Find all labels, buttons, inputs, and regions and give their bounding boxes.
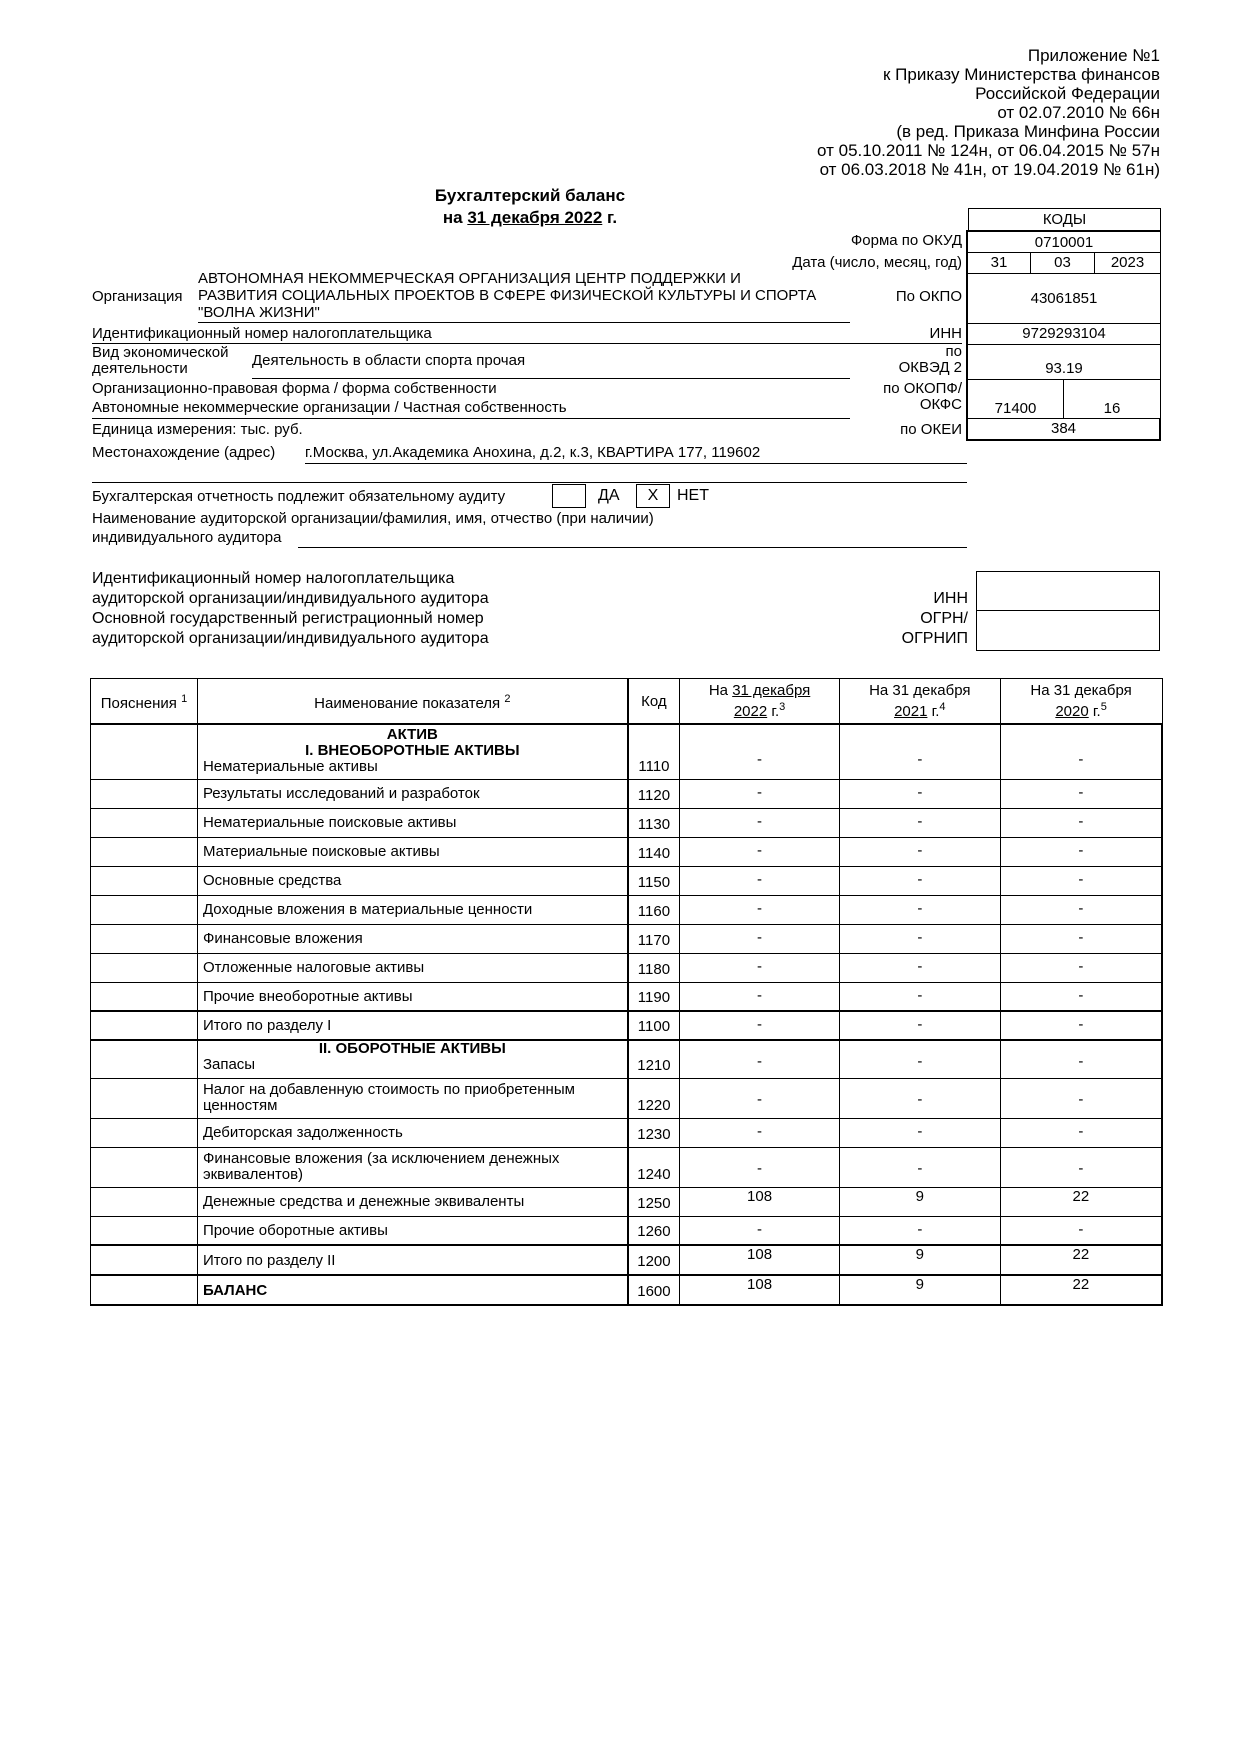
row-label: Результаты исследований и разработок <box>197 779 627 808</box>
table-row <box>91 924 1163 953</box>
header-line: Российской Федерации <box>975 84 1160 103</box>
audit-yes-checkbox[interactable] <box>552 484 586 508</box>
section-heading: II. ОБОРОТНЫЕ АКТИВЫ <box>318 1040 506 1057</box>
header-line: (в ред. Приказа Минфина России <box>896 122 1160 141</box>
okpo-code: 43061851 <box>966 273 1161 324</box>
divider <box>298 547 967 548</box>
auditor-label: Наименование аудиторской организации/фамилия, имя, отчество (при наличии) <box>92 510 654 527</box>
col-header-2022: На 31 декабря 2022 г.$^3$ <box>680 679 840 725</box>
row-value-2021: - <box>839 1078 1000 1118</box>
header-line: к Приказу Министерства финансов <box>883 65 1160 84</box>
date-month: 03 <box>1030 252 1095 274</box>
row-value-2020: - <box>1000 953 1162 982</box>
row-value-2021: 9 <box>839 1245 1000 1275</box>
row-value-2020: 22 <box>1000 1275 1162 1305</box>
row-label: Дебиторская задолженность <box>197 1118 627 1147</box>
row-code: 1250 <box>628 1187 680 1216</box>
date-year: 2023 <box>1094 252 1161 274</box>
row-label: Нематериальные поисковые активы <box>197 808 627 837</box>
row-value-2022: 108 <box>680 1245 840 1275</box>
row-value-2020: - <box>1000 779 1162 808</box>
row-value-2021: - <box>839 808 1000 837</box>
row-value-2021: 9 <box>839 1187 1000 1216</box>
row-code: 1140 <box>628 837 680 866</box>
row-code: 1120 <box>628 779 680 808</box>
table-header-row <box>91 679 1163 725</box>
row-value-2021: - <box>839 779 1000 808</box>
divider <box>92 482 967 483</box>
inn-label: ИНН <box>929 325 962 342</box>
row-value-2020: - <box>1000 724 1162 779</box>
org-name-line: РАЗВИТИЯ СОЦИАЛЬНЫХ ПРОЕКТОВ В СФЕРЕ ФИЗИЧЕСКОЙ КУЛЬТУРЫ И СПОРТА <box>198 287 817 304</box>
row-value-2021: - <box>839 924 1000 953</box>
row-value-2022: - <box>680 866 840 895</box>
auditor-ogrn-code-label: ОГРНИП <box>901 630 968 647</box>
row-label: Запасы <box>202 1056 256 1073</box>
activity-label: деятельности <box>92 360 188 377</box>
okei-label: по ОКЕИ <box>900 421 962 438</box>
row-code: 1110 <box>628 724 680 779</box>
row-value-2020: - <box>1000 1011 1162 1040</box>
row-label: Налог на добавленную стоимость по приобретенным ценностям <box>197 1078 627 1118</box>
row-value-2020: - <box>1000 924 1162 953</box>
audit-label: Бухгалтерская отчетность подлежит обязательному аудиту <box>92 488 506 505</box>
form-label: Организационно-правовая форма / форма собственности <box>92 380 497 397</box>
date-day: 31 <box>966 252 1031 274</box>
okved-label-top: по <box>945 343 962 360</box>
row-value-2021: - <box>839 1147 1000 1187</box>
col-header-name: Наименование показателя $^2$ <box>197 679 627 725</box>
row-code: 1100 <box>628 1011 680 1040</box>
table-row-subtotal <box>91 1011 1163 1040</box>
inn-code: 9729293104 <box>966 323 1161 345</box>
col-header-2020: На 31 декабря 2020 г.$^5$ <box>1000 679 1162 725</box>
table-row <box>91 724 1163 779</box>
row-label: Прочие внеоборотные активы <box>197 982 627 1011</box>
table-row <box>91 982 1163 1011</box>
row-value-2022: - <box>680 953 840 982</box>
divider <box>305 463 967 464</box>
org-label: Организация <box>92 288 183 305</box>
table-row <box>91 808 1163 837</box>
okei-code: 384 <box>966 418 1161 441</box>
row-value-2020: - <box>1000 1147 1162 1187</box>
row-value-2020: - <box>1000 1118 1162 1147</box>
okud-label: Форма по ОКУД <box>850 232 962 249</box>
okfs-label: ОКФС <box>919 396 962 413</box>
okud-code: 0710001 <box>966 230 1161 253</box>
row-value-2021: 9 <box>839 1275 1000 1305</box>
table-row <box>91 895 1163 924</box>
row-label: Итого по разделу II <box>197 1245 627 1275</box>
row-value-2020: - <box>1000 982 1162 1011</box>
page-title: Бухгалтерский баланс <box>434 186 626 205</box>
okfs-code: 16 <box>1063 379 1161 419</box>
row-value-2022: - <box>680 1040 840 1078</box>
okved-label: ОКВЭД 2 <box>898 359 962 376</box>
row-code: 1260 <box>628 1216 680 1245</box>
audit-yes-label: ДА <box>598 487 620 504</box>
table-row <box>91 1078 1163 1118</box>
okved-code: 93.19 <box>966 344 1161 380</box>
col-header-2021: На 31 декабря 2021 г.$^4$ <box>839 679 1000 725</box>
table-row <box>91 1040 1163 1078</box>
row-value-2020: - <box>1000 1216 1162 1245</box>
form-value: Автономные некоммерческие организации / Частная собственность <box>92 399 567 416</box>
header-line: от 02.07.2010 № 66н <box>997 103 1160 122</box>
row-code: 1210 <box>628 1040 680 1078</box>
divider <box>252 378 850 379</box>
row-value-2020: - <box>1000 895 1162 924</box>
codes-header: КОДЫ <box>968 208 1161 231</box>
row-value-2022: - <box>680 895 840 924</box>
row-code: 1230 <box>628 1118 680 1147</box>
audit-no-label: НЕТ <box>677 487 709 504</box>
row-value-2021: - <box>839 895 1000 924</box>
row-value-2021: - <box>839 1011 1000 1040</box>
auditor-ogrn-code-label: ОГРН/ <box>920 610 968 627</box>
row-value-2021: - <box>839 866 1000 895</box>
header-line: от 06.03.2018 № 41н, от 19.04.2019 № 61н) <box>819 160 1160 179</box>
row-code: 1130 <box>628 808 680 837</box>
row-value-2022: - <box>680 1216 840 1245</box>
row-value-2020: - <box>1000 837 1162 866</box>
section-heading-aktiv: АКТИВ <box>386 726 438 743</box>
col-header-notes: Пояснения $^1$ <box>91 679 198 725</box>
row-value-2021: - <box>839 724 1000 779</box>
okopf-code: 71400 <box>966 379 1064 419</box>
row-value-2021: - <box>839 953 1000 982</box>
row-label: Итого по разделу I <box>197 1011 627 1040</box>
row-code: 1180 <box>628 953 680 982</box>
row-value-2022: - <box>680 724 840 779</box>
row-code: 1190 <box>628 982 680 1011</box>
address-label: Местонахождение (адрес) <box>92 444 276 461</box>
unit-label: Единица измерения: тыс. руб. <box>92 421 303 438</box>
okopf-label-top: по ОКОПФ/ <box>883 380 962 397</box>
table-row <box>91 779 1163 808</box>
row-value-2021: - <box>839 1040 1000 1078</box>
row-label: Финансовые вложения (за исключением денежных эквивалентов) <box>197 1147 627 1187</box>
col-header-code: Код <box>628 679 680 725</box>
auditor-inn-code-label: ИНН <box>933 590 968 607</box>
row-label: Основные средства <box>197 866 627 895</box>
row-value-2021: - <box>839 1118 1000 1147</box>
row-value-2022: - <box>680 1011 840 1040</box>
org-name-line: АВТОНОМНАЯ НЕКОММЕРЧЕСКАЯ ОРГАНИЗАЦИЯ ЦЕНТР ПОДДЕРЖКИ И <box>198 270 741 287</box>
row-value-2022: 108 <box>680 1275 840 1305</box>
auditor-label: индивидуального аудитора <box>92 529 282 546</box>
auditor-ogrn-field[interactable] <box>976 610 1160 651</box>
row-value-2022: - <box>680 982 840 1011</box>
divider <box>198 322 850 323</box>
row-label: Денежные средства и денежные эквиваленты <box>197 1187 627 1216</box>
row-code: 1160 <box>628 895 680 924</box>
row-label: Доходные вложения в материальные ценности <box>197 895 627 924</box>
table-row-subtotal <box>91 1245 1163 1275</box>
row-value-2022: - <box>680 1078 840 1118</box>
auditor-inn-field[interactable] <box>976 571 1160 611</box>
report-date-prefix: на <box>442 208 463 227</box>
row-label: БАЛАНС <box>197 1275 627 1305</box>
auditor-inn-text: аудиторской организации/индивидуального аудитора <box>92 590 489 607</box>
table-row <box>91 953 1163 982</box>
auditor-ogrn-text: аудиторской организации/индивидуального аудитора <box>92 630 489 647</box>
row-value-2022: - <box>680 779 840 808</box>
row-value-2022: - <box>680 837 840 866</box>
row-value-2020: - <box>1000 808 1162 837</box>
row-label: Отложенные налоговые активы <box>197 953 627 982</box>
row-code: 1220 <box>628 1078 680 1118</box>
row-label: Материальные поисковые активы <box>197 837 627 866</box>
table-row <box>91 1187 1163 1216</box>
table-row <box>91 1147 1163 1187</box>
header-line: от 05.10.2011 № 124н, от 06.04.2015 № 57н <box>817 141 1160 160</box>
table-row <box>91 1118 1163 1147</box>
divider <box>92 418 850 419</box>
row-label: Нематериальные активы <box>202 758 378 775</box>
row-code: 1170 <box>628 924 680 953</box>
row-code: 1150 <box>628 866 680 895</box>
row-value-2020: - <box>1000 1078 1162 1118</box>
row-value-2020: - <box>1000 1040 1162 1078</box>
date-label: Дата (число, месяц, год) <box>792 254 962 271</box>
row-label: Прочие оборотные активы <box>197 1216 627 1245</box>
row-value-2021: - <box>839 837 1000 866</box>
auditor-inn-text: Идентификационный номер налогоплательщика <box>92 570 455 587</box>
section-heading: I. ВНЕОБОРОТНЫЕ АКТИВЫ <box>305 742 520 759</box>
activity-label: Вид экономической <box>92 344 229 361</box>
row-value-2020: 22 <box>1000 1245 1162 1275</box>
header-line: Приложение №1 <box>1027 46 1160 65</box>
row-value-2022: - <box>680 1118 840 1147</box>
row-value-2020: - <box>1000 866 1162 895</box>
balance-table <box>90 678 1163 1306</box>
row-value-2021: - <box>839 982 1000 1011</box>
table-row-balance <box>91 1275 1163 1305</box>
audit-no-checkbox[interactable]: X <box>636 484 670 508</box>
org-name-line: "ВОЛНА ЖИЗНИ" <box>198 304 320 321</box>
okpo-label: По ОКПО <box>895 288 962 305</box>
row-value-2022: - <box>680 1147 840 1187</box>
table-row <box>91 866 1163 895</box>
address-value: г.Москва, ул.Академика Анохина, д.2, к.3, КВАРТИРА 177, 119602 <box>305 444 761 461</box>
row-value-2022: - <box>680 808 840 837</box>
inn-text-label: Идентификационный номер налогоплательщика <box>92 325 432 342</box>
auditor-ogrn-text: Основной государственный регистрационный номер <box>92 610 484 627</box>
row-value-2022: 108 <box>680 1187 840 1216</box>
table-row <box>91 1216 1163 1245</box>
row-label: Финансовые вложения <box>197 924 627 953</box>
report-date <box>390 208 670 227</box>
row-value-2022: - <box>680 924 840 953</box>
activity-value: Деятельность в области спорта прочая <box>252 352 526 369</box>
report-date-value: 31 декабря 2022 <box>467 208 603 227</box>
row-value-2021: - <box>839 1216 1000 1245</box>
table-row <box>91 837 1163 866</box>
row-value-2020: 22 <box>1000 1187 1162 1216</box>
row-code: 1600 <box>628 1275 680 1305</box>
report-date-suffix: г. <box>607 208 618 227</box>
row-code: 1200 <box>628 1245 680 1275</box>
row-code: 1240 <box>628 1147 680 1187</box>
